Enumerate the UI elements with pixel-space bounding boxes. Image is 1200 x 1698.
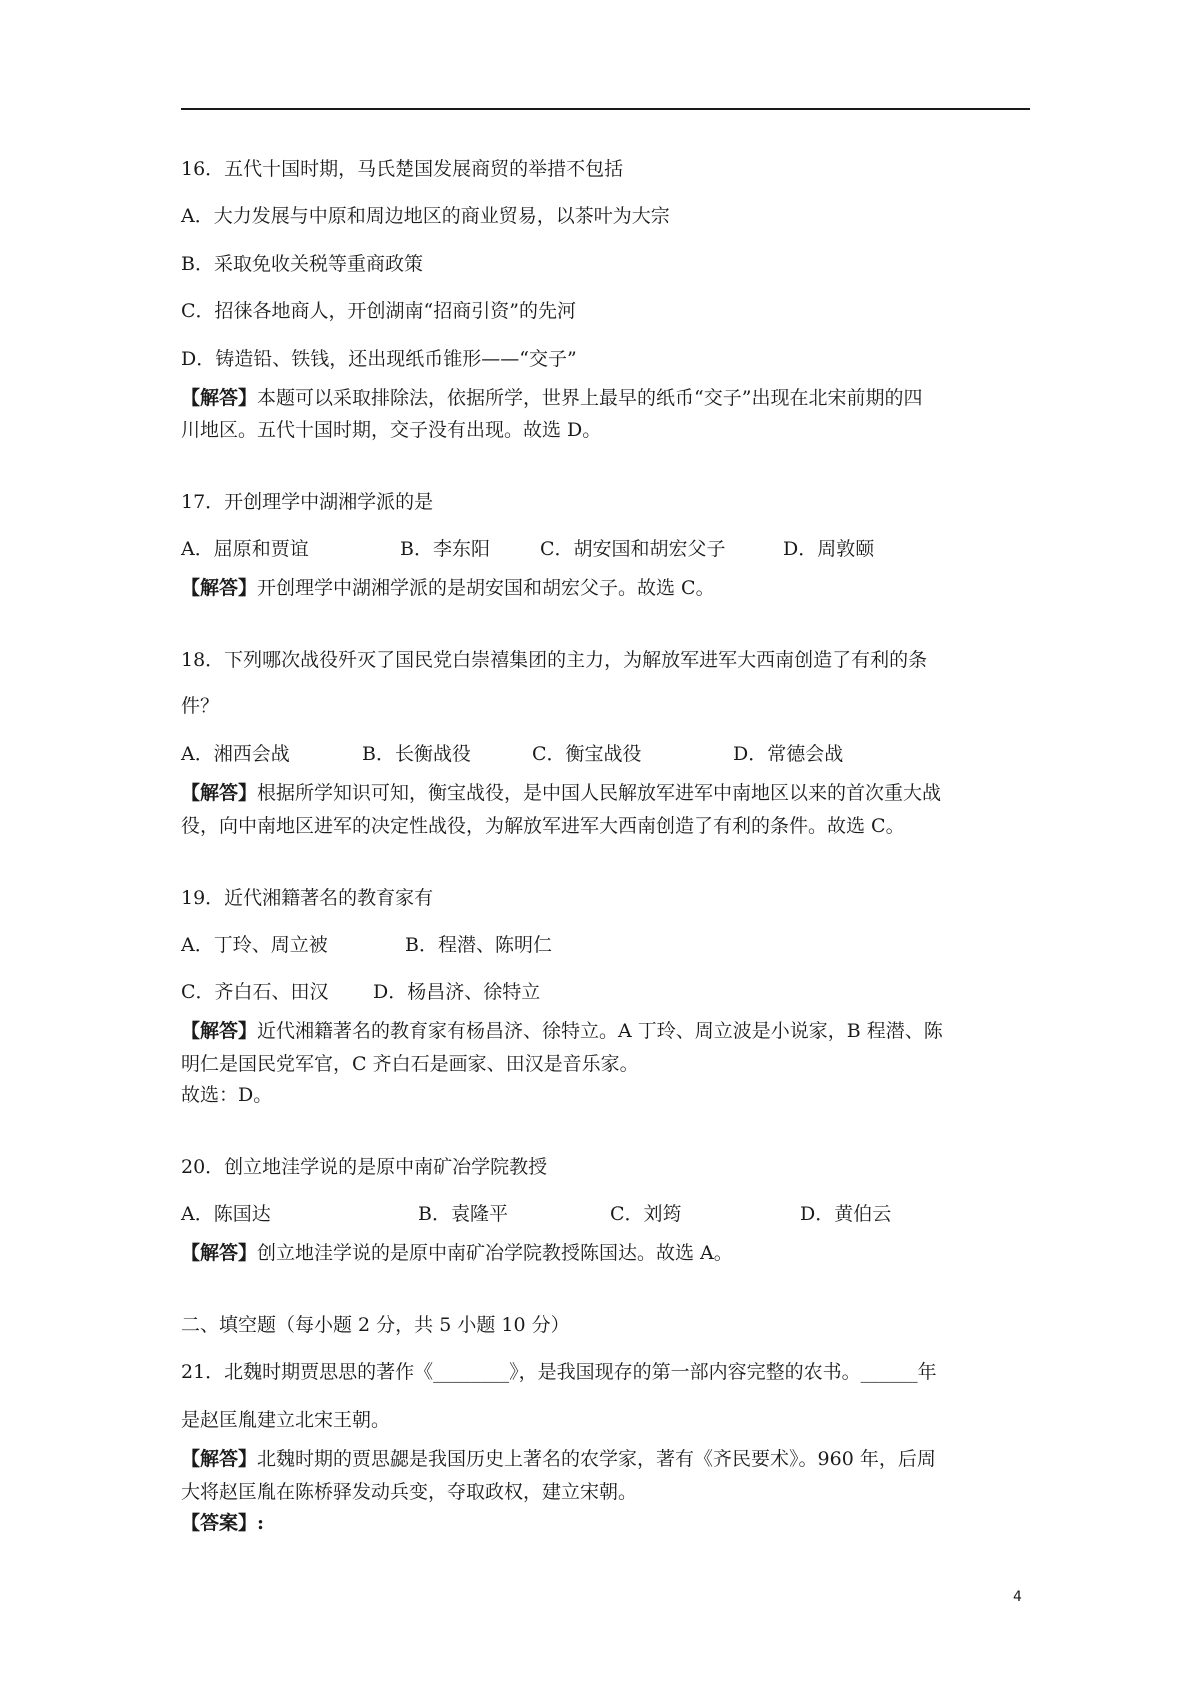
answer-label: 【解答】 xyxy=(181,577,258,599)
q19-option-d: D．杨昌济、徐特立 xyxy=(373,981,541,1003)
q18-options xyxy=(181,740,1041,768)
q20-option-a: A．陈国达 xyxy=(181,1203,271,1225)
q19-answer-line3: 故选：D。 xyxy=(181,1084,273,1106)
q20-option-b: B．袁隆平 xyxy=(418,1203,508,1225)
q19-stem: 19．近代湘籍著名的教育家有 xyxy=(181,887,434,909)
answer-label: 【解答】 xyxy=(181,387,258,409)
q17-stem: 17．开创理学中湖湘学派的是 xyxy=(181,491,434,513)
q20-options xyxy=(181,1200,1041,1228)
answer-label: 【解答】 xyxy=(181,1020,258,1042)
q17-options xyxy=(181,535,1041,563)
q21-stem: 21．北魏时期贾思思的著作《________》，是我国现存的第一部内容完整的农书。______年 xyxy=(181,1361,937,1383)
q18-answer xyxy=(181,779,1041,807)
q18-option-b: B．长衡战役 xyxy=(362,743,471,765)
q21-answer-line2: 大将赵匡胤在陈桥驿发动兵变，夺取政权，建立宋朝。 xyxy=(181,1481,638,1503)
q19-answer-line2: 明仁是国民党军官，C 齐白石是画家、田汉是音乐家。 xyxy=(181,1053,639,1075)
q19-option-b: B．程潜、陈明仁 xyxy=(405,934,552,956)
q16-option-d: D．铸造铅、铁钱，还出现纸币锥形——“交子” xyxy=(181,348,577,370)
q17-option-a: A．屈原和贾谊 xyxy=(181,538,309,560)
q19-option-a: A．丁玲、周立被 xyxy=(181,934,328,956)
q17-option-d: D．周敦颐 xyxy=(783,538,875,560)
q18-stem-line2: 件？ xyxy=(181,695,220,717)
q16-answer-line2: 川地区。五代十国时期，交子没有出现。故选 D。 xyxy=(181,419,602,441)
q18-option-c: C．衡宝战役 xyxy=(532,743,642,765)
q19-option-c: C．齐白石、田汉 xyxy=(181,981,329,1003)
answer-text: 北魏时期的贾思勰是我国历史上著名的农学家，著有《齐民要术》。960 年，后周 xyxy=(257,1448,936,1470)
q21-stem-line2: 是赵匡胤建立北宋王朝。 xyxy=(181,1409,391,1431)
q19-answer xyxy=(181,1017,1041,1045)
answer-text: 近代湘籍著名的教育家有杨昌济、徐特立。A 丁玲、周立波是小说家，B 程潜、陈 xyxy=(257,1020,943,1042)
header-rule xyxy=(181,108,1030,110)
q20-option-c: C．刘筠 xyxy=(610,1203,682,1225)
q18-option-a: A．湘西会战 xyxy=(181,743,290,765)
q17-option-c: C．胡安国和胡宏父子 xyxy=(540,538,726,560)
q19-options-cd xyxy=(181,978,1041,1006)
q21-answer-label: 【答案】: xyxy=(181,1512,265,1534)
section-title: 二、填空题（每小题 2 分，共 5 小题 10 分） xyxy=(181,1314,570,1336)
q18-option-d: D．常德会战 xyxy=(733,743,844,765)
q16-stem: 16．五代十国时期，马氏楚国发展商贸的举措不包括 xyxy=(181,158,624,180)
answer-text: 开创理学中湖湘学派的是胡安国和胡宏父子。故选 C。 xyxy=(257,577,715,599)
q20-answer xyxy=(181,1239,1041,1267)
q20-stem: 20．创立地洼学说的是原中南矿冶学院教授 xyxy=(181,1156,548,1178)
q18-answer-line2: 役，向中南地区进军的决定性战役，为解放军进军大西南创造了有利的条件。故选 C。 xyxy=(181,815,905,837)
q16-option-c: C．招徕各地商人，开创湖南“招商引资”的先河 xyxy=(181,300,576,322)
q18-stem: 18．下列哪次战役歼灭了国民党白崇禧集团的主力，为解放军进军大西南创造了有利的条 xyxy=(181,649,928,671)
answer-label: 【解答】 xyxy=(181,782,258,804)
answer-text: 本题可以采取排除法，依据所学，世界上最早的纸币“交子”出现在北宋前期的四 xyxy=(257,387,923,409)
page-number: 4 xyxy=(1013,1589,1022,1605)
q20-option-d: D．黄伯云 xyxy=(800,1203,892,1225)
q21-answer xyxy=(181,1445,1041,1473)
q16-option-a: A．大力发展与中原和周边地区的商业贸易，以茶叶为大宗 xyxy=(181,205,670,227)
q16-answer xyxy=(181,384,1041,412)
answer-text: 创立地洼学说的是原中南矿冶学院教授陈国达。故选 A。 xyxy=(257,1242,733,1264)
q16-option-b: B．采取免收关税等重商政策 xyxy=(181,253,423,275)
answer-text: 根据所学知识可知，衡宝战役，是中国人民解放军进军中南地区以来的首次重大战 xyxy=(257,782,942,804)
answer-label: 【解答】 xyxy=(181,1242,258,1264)
q17-answer xyxy=(181,574,1041,602)
q19-options-ab xyxy=(181,931,1041,959)
q17-option-b: B．李东阳 xyxy=(400,538,490,560)
answer-label: 【解答】 xyxy=(181,1448,258,1470)
